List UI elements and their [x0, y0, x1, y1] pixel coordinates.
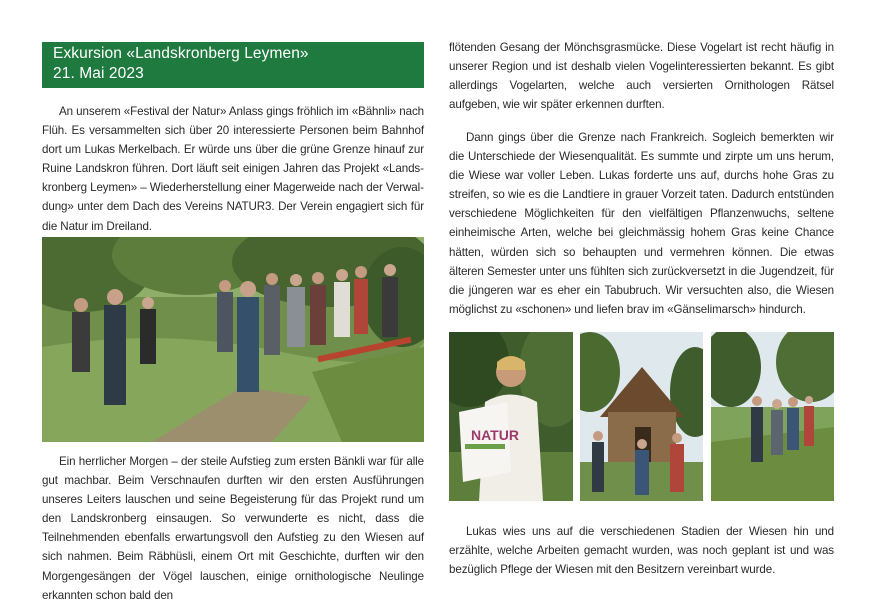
article-date: 21. Mai 2023 [53, 65, 144, 82]
paragraph-intro-text: An unserem «Festival der Natur» Anlass gings fröhlich im «Bähnli» nach Flüh. Es versammelten sich über 20 interessierte Personen beim Bahnhof dort um Lukas Merkelbach. Er würde uns über die grüne Grenze hinauf zur Ruine Landskron führen. Dort läuft seit einigen Jahren das Projekt «Landskronberg Leymen» – Wiederherstellung einer Magerweide nach der Verwaldung» unter dem Dach des Vereins NATUR3. Der Verein engagiert sich für die Natur im Dreiland. [42, 105, 424, 233]
paragraph-ascent-text: Ein herrlicher Morgen – der steile Aufstieg zum ersten Bänkli war für alle gut machbar. Beim Verschnaufen durften wir den ersten Ausführungen unseres Leiters lauschen und seine Begeisterung für das Projekt rund um den Landskronberg einsaugen. So verwunderte es nicht, dass die Teilnehmenden ebenfalls erwartungsvoll den Aufstieg zu den Wiesen auf sich nahmen. Beim Räbhüsli, einem Ort mit Geschichte, durften wir den Morgengesängen der Vögel lauschen, einige ornithologische Neulinge erkannten schon bald den [42, 455, 424, 602]
paragraph-meadow-stages-text: Lukas wies uns auf die verschiedenen Stadien der Wiesen hin und erzählte, welche Arbeiten gemacht wurden, was noch geplant ist und was bezüglich Pflege der Wiesen mit den Besitzern vereinbart wurde. [449, 525, 834, 577]
photo-meadow-walkers [711, 332, 834, 501]
paragraph-france [449, 128, 834, 319]
group-photo-hillside [42, 237, 424, 442]
article-title: Exkursion «Landskronberg Leymen» [53, 45, 309, 62]
photo-wooden-hut [580, 332, 703, 501]
paragraph-intro [42, 102, 424, 236]
paragraph-birdsong-text: flötenden Gesang der Mönchsgrasmücke. Diese Vogelart ist recht häufig in unserer Region und ist deshalb vielen Vogelinteressierten bekannt. Es gibt allerdings Vogelarten, welche auch versierten Ornithologen Rätsel aufgeben, wie wir später erkennen durften. [449, 41, 834, 112]
article-title-box [42, 42, 424, 88]
paragraph-meadow-stages [449, 522, 834, 579]
shirt-logo-text: NATUR [471, 427, 519, 443]
photo-woman-natur-shirt [449, 332, 573, 501]
paragraph-birdsong [449, 38, 834, 114]
paragraph-ascent [42, 452, 424, 605]
paragraph-france-text: Dann gings über die Grenze nach Frankreich. Sogleich bemerkten wir die Unterschiede der Wiesenqualität. Es summte und zirpte um uns herum, die Wiese war voller Leben. Lukas forderte uns auf, durchs hohe Gras zu streifen, so wie es die Landtiere in grauer Vorzeit taten. Dadurch entstünden verschiedene Möglichkeiten für den vielfältigen Pflanzenwuchs, seltene einheimische Arten, welche bei gleichmässig hohem Gras keine Chance hätten, würden sich so behaupten und vermehren können. Die etwas älteren Semester unter uns fühlten sich zurückversetzt in die Jugendzeit, für die jüngeren war es eher ein Tabubruch. Wir versuchten also, die Wiesen möglichst zu «schonen» und liefen brav im «Gänselimarsch» hindurch. [449, 131, 834, 316]
